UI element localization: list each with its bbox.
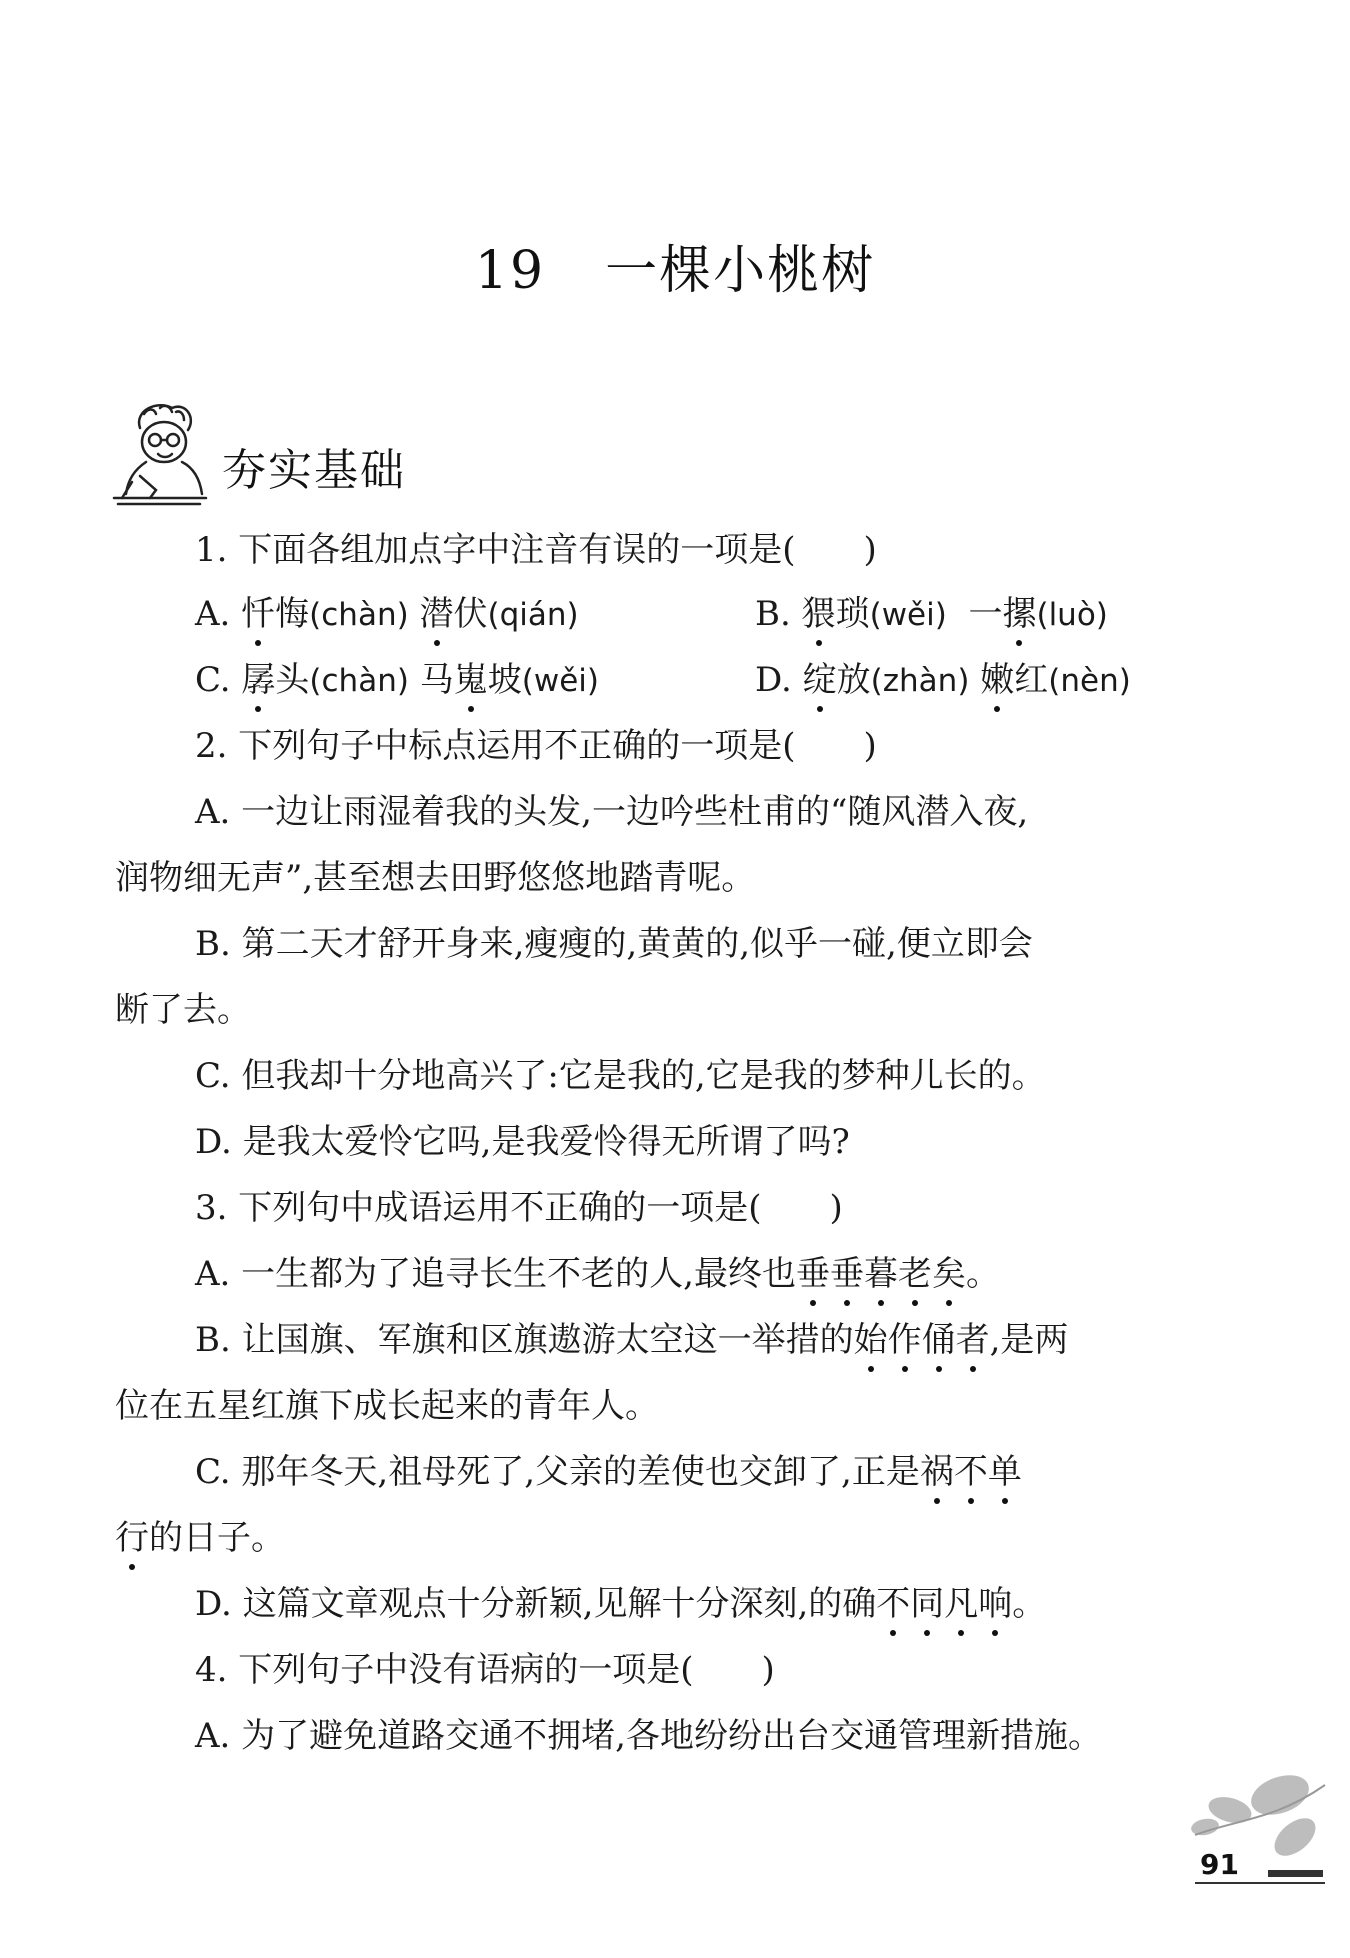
question-3-stem: 3. 下列句中成语运用不正确的一项是( ) [195, 1188, 843, 1228]
q1-c-word1: 孱头 [241, 660, 310, 700]
lesson-heading [0, 228, 1350, 303]
q2-option-b-line1: B. 第二天才舒开身来,瘦瘦的,黄黄的,似乎一碰,便立即会 [195, 924, 1033, 964]
q2-option-b-line2: 断了去。 [115, 990, 251, 1030]
q1-d-word2: 嫩红 [980, 660, 1049, 700]
page-number-underline [1195, 1882, 1325, 1884]
question-1-stem: 1. 下面各组加点字中注音有误的一项是( ) [195, 530, 877, 570]
q4-option-a: A. 为了避免道路交通不拥堵,各地纷纷出台交通管理新措施。 [195, 1716, 1102, 1756]
q2-option-c: C. 但我却十分地高兴了:它是我的,它是我的梦种儿长的。 [195, 1056, 1046, 1096]
q1-a-word2: 潜伏 [419, 594, 488, 634]
q2-option-a-line2: 润物细无声”,甚至想去田野悠悠地踏青呢。 [115, 858, 756, 898]
q1-option-b: B. 猥琐(wěi) 一摞(luò) [755, 594, 1108, 634]
lesson-title: 一棵小桃树 [605, 241, 876, 301]
q1-a-word1: 忏悔 [241, 594, 310, 634]
q3-c-idiom-part1: 祸不单 [919, 1452, 1022, 1492]
q1-option-d: D. 绽放(zhàn) 嫩红(nèn) [755, 660, 1131, 700]
section-header [110, 398, 470, 508]
q1-c-word2: 马嵬坡 [419, 660, 522, 700]
q1-d-word1: 绽放 [802, 660, 871, 700]
section-title: 夯实基础 [222, 445, 406, 496]
q2-option-a-line1: A. 一边让雨湿着我的头发,一边吟些杜甫的“随风潜入夜, [195, 792, 1029, 832]
question-2-stem: 2. 下列句子中标点运用不正确的一项是( ) [195, 726, 877, 766]
q3-option-c-line2: 行的日子。 [115, 1518, 285, 1558]
q3-option-b-line2: 位在五星红旗下成长起来的青年人。 [115, 1386, 659, 1426]
question-4-stem: 4. 下列句子中没有语病的一项是( ) [195, 1650, 775, 1690]
q1-b-word1: 猥琐 [801, 594, 870, 634]
teacher-mascot-icon [110, 398, 210, 508]
q3-d-idiom: 不同凡响 [876, 1584, 1013, 1624]
page-number: 91 [1200, 1848, 1239, 1881]
q2-option-d: D. 是我太爱怜它吗,是我爱怜得无所谓了吗? [195, 1122, 850, 1162]
q3-c-idiom-part2: 行 [115, 1518, 149, 1558]
q3-option-b-line1: B. 让国旗、军旗和区旗遨游太空这一举措的始作俑者,是两 [195, 1320, 1069, 1360]
q3-a-idiom: 垂垂暮老矣 [795, 1254, 966, 1294]
q1-b-word2: 一摞 [968, 594, 1037, 634]
q3-option-a: A. 一生都为了追寻长生不老的人,最终也垂垂暮老矣。 [195, 1254, 1000, 1294]
q1-option-a: A. 忏悔(chàn) 潜伏(qián) [195, 594, 579, 634]
q1-option-c: C. 孱头(chàn) 马嵬坡(wěi) [195, 660, 599, 700]
q3-option-d: D. 这篇文章观点十分新颖,见解十分深刻,的确不同凡响。 [195, 1584, 1047, 1624]
q3-option-c-line1: C. 那年冬天,祖母死了,父亲的差使也交卸了,正是祸不单 [195, 1452, 1022, 1492]
page-number-bar [1268, 1870, 1323, 1877]
lesson-number: 19 [474, 241, 546, 301]
q3-b-idiom: 始作俑者 [853, 1320, 990, 1360]
